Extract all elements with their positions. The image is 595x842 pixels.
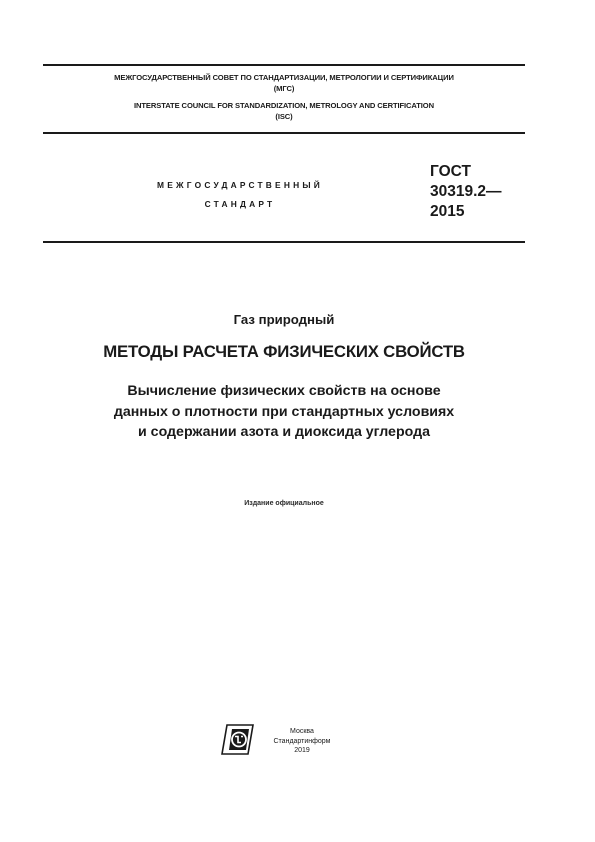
standard-type-line2: СТАНДАРТ bbox=[204, 199, 276, 209]
council-header-ru bbox=[43, 72, 525, 94]
gost-label: ГОСТ bbox=[430, 163, 471, 180]
subtitle-line2: данных о плотности при стандартных условиях bbox=[113, 403, 455, 420]
gost-designation bbox=[430, 162, 502, 222]
council-name-en: INTERSTATE COUNCIL FOR STANDARDIZATION, METROLOGY AND CERTIFICATION bbox=[134, 101, 434, 110]
standard-type bbox=[90, 176, 390, 214]
standard-type-line1: МЕЖГОСУДАРСТВЕННЫЙ bbox=[157, 180, 323, 190]
subtitle-line1: Вычисление физических свойств на основе bbox=[127, 383, 441, 399]
council-name-ru: МЕЖГОСУДАРСТВЕННЫЙ СОВЕТ ПО СТАНДАРТИЗАЦИИ, МЕТРОЛОГИИ И СЕРТИФИКАЦИИ bbox=[114, 73, 454, 82]
council-header-en bbox=[43, 100, 525, 122]
subtitle bbox=[43, 381, 525, 443]
council-abbr-en: (ISC) bbox=[275, 112, 293, 121]
publisher-info bbox=[262, 727, 342, 756]
publisher-city: Москва bbox=[290, 728, 314, 735]
publisher-name: Стандартинформ bbox=[273, 737, 331, 745]
header-bottom-rule bbox=[43, 241, 525, 243]
council-abbr-ru: (МГС) bbox=[273, 84, 295, 93]
standartinform-logo-icon bbox=[221, 724, 254, 755]
publisher-year: 2019 bbox=[294, 747, 310, 754]
middle-rule bbox=[43, 132, 525, 134]
official-edition-label: Издание официальное bbox=[244, 500, 324, 507]
top-rule bbox=[43, 64, 525, 66]
main-title: МЕТОДЫ РАСЧЕТА ФИЗИЧЕСКИХ СВОЙСТВ bbox=[103, 342, 465, 361]
subject-title: Газ природный bbox=[233, 312, 335, 327]
subtitle-line3: и содержании азота и диоксида углерода bbox=[138, 424, 430, 440]
gost-year: 2015 bbox=[430, 203, 465, 220]
gost-number: 30319.2— bbox=[430, 183, 502, 200]
